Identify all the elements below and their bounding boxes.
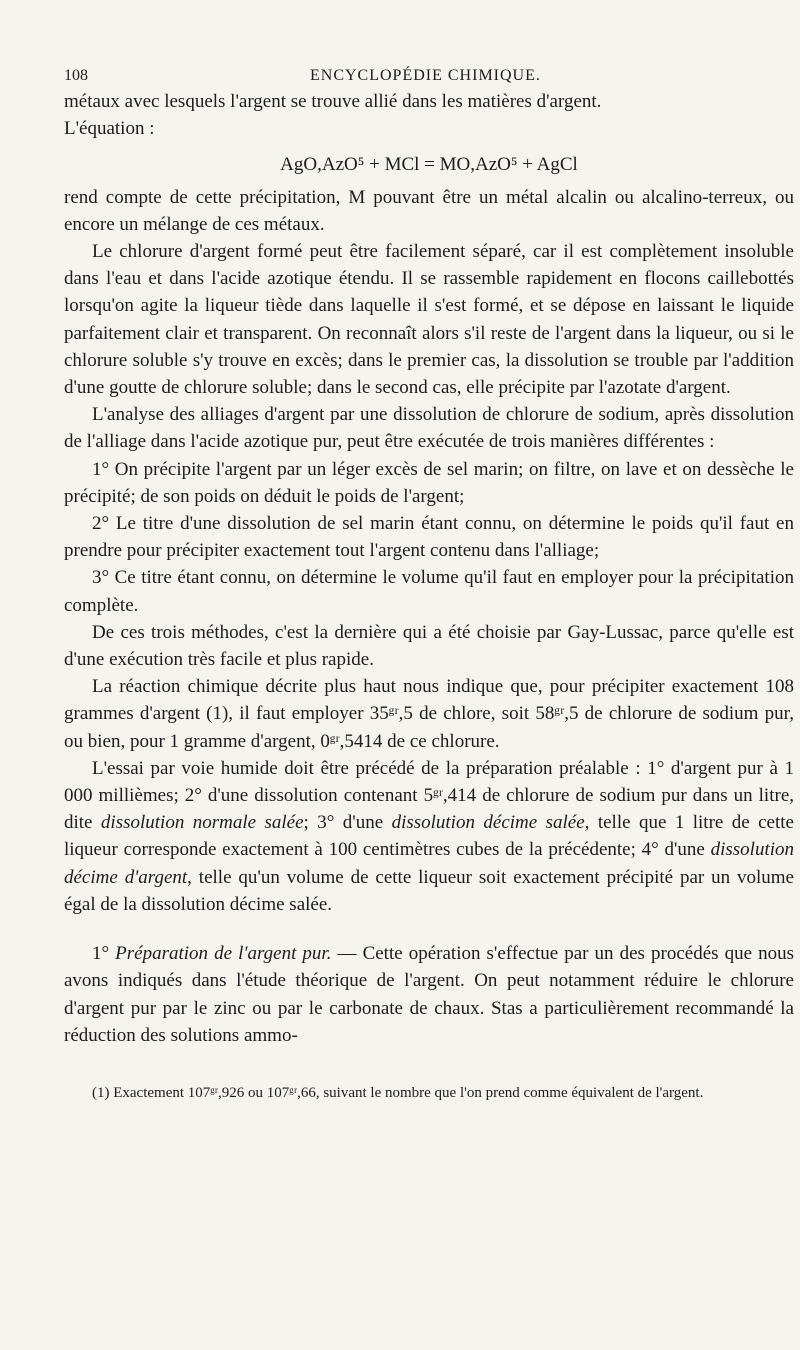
list-item: 2° Le titre d'une dissolution de sel marin étant connu, on détermine le poids qu'il faut en prendre pour précipiter exactement tout l'argent contenu dans l'alliage; <box>64 513 794 562</box>
paragraph: Le chlorure d'argent formé peut être facilement séparé, car il est complètement insoluble dans l'eau et dans l'acide azotique étendu. Il se rassemble rapidement en flocons caillebottés lorsqu'on agite la liqueur tiède dans laquelle il s'est formé, et se dépose en laissant le liquide parfaitement clair et transparent. On reconnaît alors s'il reste de l'argent dans la liqueur, ou si le chlorure soluble s'y trouve en excès; dans le premier cas, la dissolution se trouble par l'addition d'une goutte de chlorure soluble; dans le second cas, elle précipite par l'azotate d'argent. <box>64 241 794 399</box>
text-run: ; 3° d'une <box>303 812 392 834</box>
paragraph-line: L'équation : <box>64 118 155 140</box>
text-run: L'essai par voie humide doit être précédé de la préparation préalable : 1° d'argent pur à 1 000 millièmes; 2° d'une dissolution contenant 5ᵍʳ,414 de chlorure de sodium pur dans un litre, dite <box>64 757 794 834</box>
section-number: 1° <box>92 943 116 965</box>
list-item: 3° Ce titre étant connu, on détermine le volume qu'il faut en employer pour la précipitation complète. <box>64 567 794 616</box>
footnote: (1) Exactement 107ᵍʳ,926 ou 107ᵍʳ,66, suivant le nombre que l'on prend comme équivalent de l'argent. <box>92 1084 704 1101</box>
chemical-equation: AgO,AzO⁵ + MCl = MO,AzO⁵ + AgCl <box>280 154 578 176</box>
document-page <box>64 62 794 1103</box>
text-run: , telle qu'un volume de cette liqueur soit exactement précipité par un volume égal de la dissolution décime salée. <box>64 866 794 915</box>
paragraph: L'analyse des alliages d'argent par une dissolution de chlorure de sodium, après dissolution de l'alliage dans l'acide azotique pur, peut être exécutée de trois manières différentes : <box>64 404 794 453</box>
running-title: ENCYCLOPÉDIE CHIMIQUE. <box>310 67 541 84</box>
section-gap <box>64 918 794 940</box>
paragraph: De ces trois méthodes, c'est la dernière qui a été choisie par Gay-Lussac, parce qu'elle est d'une exécution très facile et plus rapide. <box>64 621 794 671</box>
paragraph: La réaction chimique décrite plus haut nous indique que, pour précipiter exactement 108 grammes d'argent (1), il faut employer 35ᵍʳ,5 de chlore, soit 58ᵍʳ,5 de chlorure de sodium pur, ou bien, pour 1 gramme d'argent, 0ᵍʳ,5414 de ce chlorure. <box>64 676 794 752</box>
paragraph-line: métaux avec lesquels l'argent se trouve allié dans les matières d'argent. <box>64 91 602 112</box>
running-header <box>64 62 794 88</box>
section-heading: Préparation de l'argent pur. <box>115 943 332 965</box>
emphasis: dissolution décime salée <box>391 812 585 834</box>
list-item: 1° On précipite l'argent par un léger excès de sel marin; on filtre, on lave et on dessèche le précipité; de son poids on déduit le poids de l'argent; <box>64 458 794 507</box>
text-run: — Cette opération s'effectue par un des procédés que nous avons indiqués dans l'étude théorique de l'argent. On peut notamment réduire le chlorure d'argent pur par le zinc ou par le carbonate de chaux. Stas a particulièrement recommandé la réduction des solutions ammo- <box>64 943 794 1046</box>
paragraph: rend compte de cette précipitation, M pouvant être un métal alcalin ou alcalino-terreux, ou encore un mélange de ces métaux. <box>64 186 794 235</box>
text-run: , telle que 1 litre de cette liqueur corresponde exactement à 100 centimètres cubes de la précédente; 4° d'une <box>64 812 794 861</box>
page-number: 108 <box>64 67 88 84</box>
emphasis: dissolution décime d'argent <box>64 839 794 888</box>
paragraph <box>64 755 794 918</box>
emphasis: dissolution normale salée <box>100 812 304 834</box>
section-paragraph <box>64 940 794 1049</box>
